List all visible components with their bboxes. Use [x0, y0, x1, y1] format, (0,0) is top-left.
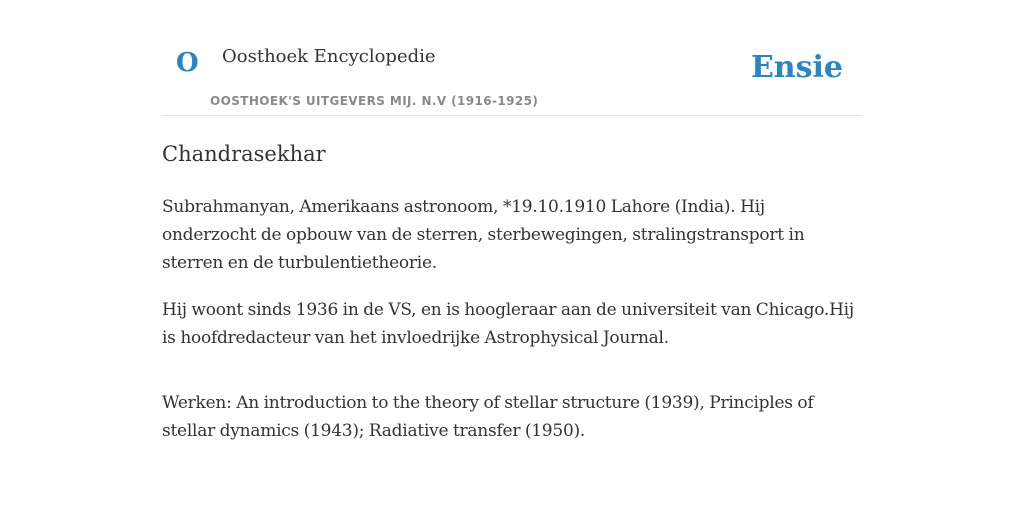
brand-logo-link[interactable]: Ensie	[750, 50, 843, 85]
article-paragraph: Subrahmanyan, Amerikaans astronoom, *19.10.1910 Lahore (India). Hij onderzocht de opbouw van de sterren, sterbewegingen, stralingstransport in sterren en de turbulentietheorie.	[162, 197, 805, 273]
article-works-paragraph: Werken: An introduction to the theory of stellar structure (1939), Principles of stellar dynamics (1943); Radiative transfer (1950).	[162, 393, 814, 441]
article-title: Chandrasekhar	[162, 142, 326, 166]
article-paragraph: Hij woont sinds 1936 in de VS, en is hoogleraar aan de universiteit van Chicago.Hij is hoofdredacteur van het invloedrijke Astrophysical Journal.	[162, 300, 854, 348]
source-logo[interactable]: O	[176, 48, 199, 78]
article	[162, 138, 862, 464]
source-publisher: OOSTHOEK'S UITGEVERS MIJ. N.V (1916-1925)	[210, 94, 539, 108]
source-title-link[interactable]: Oosthoek Encyclopedie	[222, 46, 436, 67]
source-header	[162, 0, 862, 116]
